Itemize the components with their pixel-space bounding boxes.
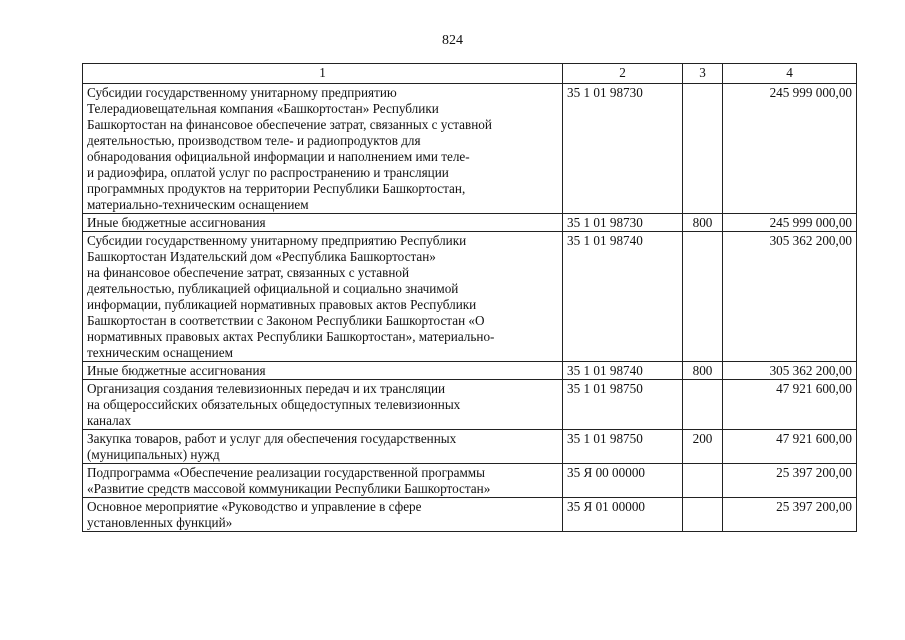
row-description bbox=[83, 464, 563, 498]
row-description bbox=[83, 380, 563, 430]
description-line: программных продуктов на территории Республики Башкортостан, bbox=[87, 181, 466, 196]
table-row bbox=[83, 380, 857, 430]
row-description bbox=[83, 362, 563, 380]
row-expense-type bbox=[683, 232, 723, 362]
table-body bbox=[83, 84, 857, 532]
row-amount: 25 397 200,00 bbox=[723, 464, 857, 498]
description-line: Субсидии государственному унитарному предприятию Республики bbox=[87, 233, 467, 248]
description-line: Субсидии государственному унитарному предприятию bbox=[87, 85, 397, 100]
row-target-code: 35 Я 01 00000 bbox=[563, 498, 683, 532]
description-line: и радиоэфира, оплатой услуг по распространению и трансляции bbox=[87, 165, 449, 180]
description-line: Иные бюджетные ассигнования bbox=[87, 215, 266, 230]
row-expense-type bbox=[683, 464, 723, 498]
description-line: (муниципальных) нужд bbox=[87, 447, 220, 462]
description-line: Телерадиовещательная компания «Башкортостан» Республики bbox=[87, 101, 439, 116]
row-expense-type bbox=[683, 498, 723, 532]
description-line: на финансовое обеспечение затрат, связанных с уставной bbox=[87, 265, 410, 280]
table-row bbox=[83, 464, 857, 498]
description-line: Закупка товаров, работ и услуг для обеспечения государственных bbox=[87, 431, 457, 446]
row-target-code: 35 1 01 98740 bbox=[563, 362, 683, 380]
row-expense-type: 800 bbox=[683, 214, 723, 232]
row-description bbox=[83, 430, 563, 464]
description-line: каналах bbox=[87, 413, 132, 428]
description-line: Башкортостан на финансовое обеспечение затрат, связанных с уставной bbox=[87, 117, 492, 132]
row-amount: 245 999 000,00 bbox=[723, 214, 857, 232]
column-header-amount: 4 bbox=[723, 64, 857, 84]
description-line: «Развитие средств массовой коммуникации Республики Башкортостан» bbox=[87, 481, 491, 496]
row-description bbox=[83, 84, 563, 214]
description-line: материально-техническим оснащением bbox=[87, 197, 309, 212]
table-row bbox=[83, 232, 857, 362]
row-expense-type: 200 bbox=[683, 430, 723, 464]
description-line: Основное мероприятие «Руководство и управление в сфере bbox=[87, 499, 422, 514]
row-amount: 305 362 200,00 bbox=[723, 362, 857, 380]
column-header-expense-type: 3 bbox=[683, 64, 723, 84]
row-target-code: 35 1 01 98740 bbox=[563, 232, 683, 362]
description-line: Иные бюджетные ассигнования bbox=[87, 363, 266, 378]
description-line: Башкортостан Издательский дом «Республика Башкортостан» bbox=[87, 249, 436, 264]
table-row bbox=[83, 498, 857, 532]
description-line: деятельностью, производством теле- и радиопродуктов для bbox=[87, 133, 421, 148]
column-header-description: 1 bbox=[83, 64, 563, 84]
row-expense-type: 800 bbox=[683, 362, 723, 380]
table-row bbox=[83, 430, 857, 464]
row-amount: 47 921 600,00 bbox=[723, 430, 857, 464]
description-line: на общероссийских обязательных общедоступных телевизионных bbox=[87, 397, 461, 412]
row-target-code: 35 1 01 98730 bbox=[563, 84, 683, 214]
row-description bbox=[83, 498, 563, 532]
row-description bbox=[83, 214, 563, 232]
description-line: Подпрограмма «Обеспечение реализации государственной программы bbox=[87, 465, 485, 480]
table-row bbox=[83, 214, 857, 232]
description-line: нормативных правовых актах Республики Башкортостан», материально- bbox=[87, 329, 495, 344]
table-header-row bbox=[83, 64, 857, 84]
row-amount: 245 999 000,00 bbox=[723, 84, 857, 214]
budget-table bbox=[82, 63, 857, 532]
description-line: Организация создания телевизионных передач и их трансляции bbox=[87, 381, 446, 396]
description-line: обнародования официальной информации и наполнением ими теле- bbox=[87, 149, 470, 164]
row-description bbox=[83, 232, 563, 362]
column-header-code: 2 bbox=[563, 64, 683, 84]
row-amount: 305 362 200,00 bbox=[723, 232, 857, 362]
row-target-code: 35 1 01 98750 bbox=[563, 430, 683, 464]
table-row bbox=[83, 362, 857, 380]
row-amount: 47 921 600,00 bbox=[723, 380, 857, 430]
row-expense-type bbox=[683, 84, 723, 214]
row-expense-type bbox=[683, 380, 723, 430]
row-amount: 25 397 200,00 bbox=[723, 498, 857, 532]
description-line: Башкортостан в соответствии с Законом Республики Башкортостан «О bbox=[87, 313, 485, 328]
description-line: информации, публикацией нормативных правовых актов Республики bbox=[87, 297, 477, 312]
description-line: техническим оснащением bbox=[87, 345, 233, 360]
row-target-code: 35 Я 00 00000 bbox=[563, 464, 683, 498]
row-target-code: 35 1 01 98730 bbox=[563, 214, 683, 232]
page-number: 824 bbox=[442, 33, 463, 48]
row-target-code: 35 1 01 98750 bbox=[563, 380, 683, 430]
description-line: деятельностью, публикацией официальной и социально значимой bbox=[87, 281, 459, 296]
table-row bbox=[83, 84, 857, 214]
description-line: установленных функций» bbox=[87, 515, 233, 530]
